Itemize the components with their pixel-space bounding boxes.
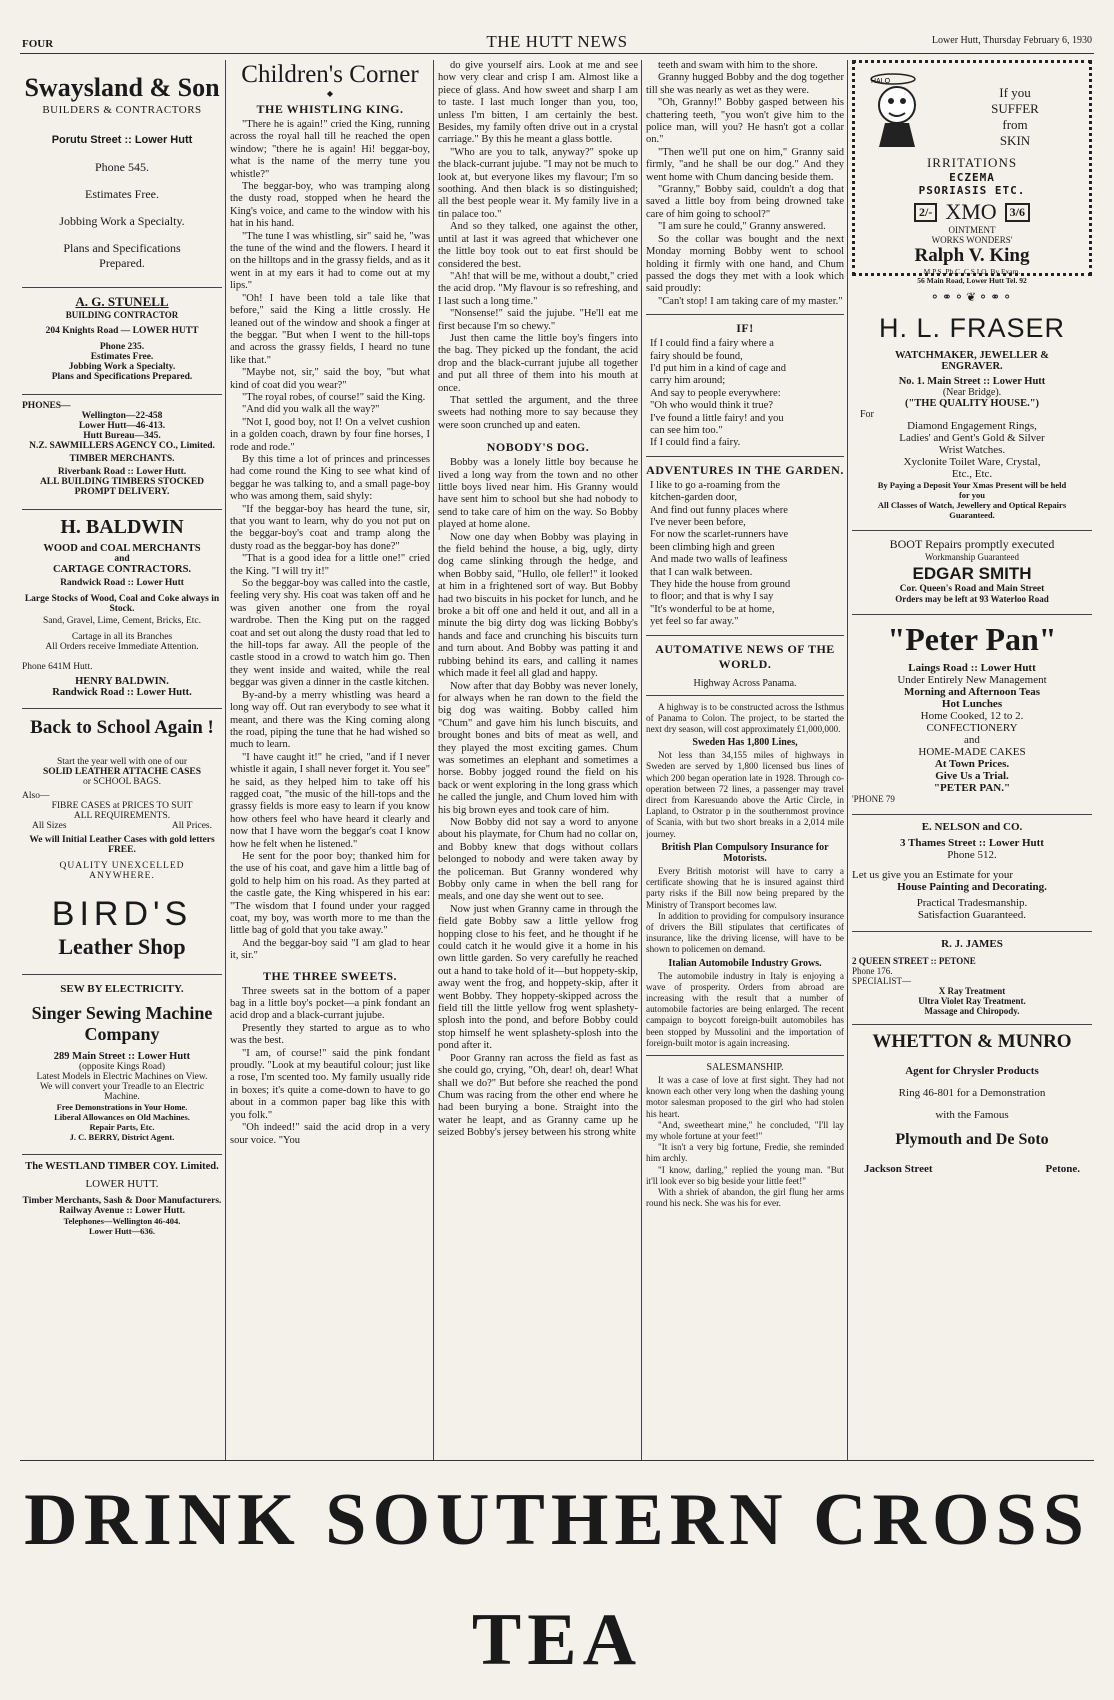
divider — [22, 708, 222, 709]
news-subhead: Italian Automobile Industry Grows. — [668, 957, 822, 969]
story-paragraph: Now one day when Bobby was playing in the field behind the house, a big, ugly, dirty dog came slinking through the hedge, and when Bobby said, "Hullo, ole feller!" it looked at him in a frightened sort of way. But Bobby had two biscuits in his pocket for lunch, and he broke a bit off one and held it out, and all in a minute the big dirty dog was licking Bobby's hands and face and crunching his biscuits turn and turn about. And Bobby was patting it and rubbing behind its ears, and calling it names which made it feel all glad and happy. — [438, 531, 638, 680]
story-paragraph: "And did you walk all the way?" — [242, 404, 380, 416]
ad-line: Cartage in all its Branches — [71, 632, 173, 642]
story-body — [646, 60, 844, 308]
jewellery-ornament-icon: ⚬⚭⚬❦⚬⚭⚬ — [929, 290, 1015, 304]
story-body — [438, 60, 638, 432]
ad-title: WHETTON & MUNRO — [872, 1031, 1072, 1052]
story-paragraph: So the collar was bought and the next Monday morning Bobby went to school holding it firmly with one hand, and Chum passed the dogs they met with a look which said proudly: — [646, 233, 844, 295]
ad-line: BOOT Repairs promptly executed — [889, 537, 1055, 551]
news-subhead: British Plan Compulsory Insurance for Motorists. — [661, 841, 829, 864]
column-4-stories-news — [646, 60, 844, 1458]
ad-text: Jackson Street — [864, 1163, 933, 1175]
ad-title: Swaysland & Son — [24, 73, 220, 102]
story-paragraph: "Oh indeed!" said the acid drop in a very sour voice. "You — [230, 1122, 430, 1146]
ad-birds-leather — [22, 717, 222, 960]
poem-line: to floor; and that is why I say — [650, 591, 774, 603]
ad-line: Hutt Bureau—345. — [83, 431, 161, 441]
divider — [22, 394, 222, 395]
ad-line: ECZEMA — [949, 171, 995, 184]
story-paragraph: "Can't stop! I am taking care of my master." — [658, 295, 843, 307]
ad-line: "PETER PAN." — [933, 782, 1011, 794]
story-paragraph: "Then we'll put one on him," Granny said firmly, "and he shall be our dog." And they went home with Chum dancing beside them. — [646, 146, 844, 183]
ad-line: WOOD and COAL MERCHANTS — [43, 543, 201, 554]
ad-line: 2 QUEEN STREET :: PETONE — [852, 956, 976, 966]
ad-line: If you — [999, 85, 1031, 100]
price-tag: 2/- — [914, 203, 937, 222]
poem-line: And find out funny places where — [650, 504, 788, 516]
ad-line: and — [964, 734, 980, 746]
ad-title: E. NELSON and CO. — [921, 821, 1023, 833]
ad-title: H. BALDWIN — [60, 516, 184, 538]
ad-line: 'PHONE 79 — [852, 794, 895, 804]
poem-body — [646, 480, 844, 629]
dateline: Lower Hutt, Thursday February 6, 1930 — [931, 35, 1092, 46]
story-paragraph: By this time a lot of princes and princesses had come round the King to see what kind of beggar he was talking to, and a small page-boy who was among them, said shyly: — [230, 453, 430, 503]
ad-line: House Painting and Decorating. — [897, 881, 1047, 893]
ad-line: QUALITY UNEXCELLED ANYWHERE. — [59, 861, 185, 881]
story-title: THE THREE SWEETS. — [263, 968, 397, 983]
brand-title: BIRD'S — [51, 895, 193, 933]
poem-line: I like to go a-roaming from the — [650, 479, 781, 491]
story-paragraph: "And, sweetheart mine," he concluded, "I'll lay my whole fortune at your feet!" — [646, 1119, 844, 1141]
poem-line: carry him around; — [650, 375, 726, 387]
poem-line: They hide the house from ground — [650, 579, 791, 591]
ad-line — [855, 199, 1089, 225]
ad-block — [855, 155, 1089, 285]
poem-body — [646, 338, 844, 450]
ad-title: EDGAR SMITH — [912, 564, 1032, 583]
story-paragraph: "If the beggar-boy has heard the tune, sir, that you want to learn, why do you not put on the beggar-boy's coat and tramp along the dusty road as the beggar-boy has done?" — [230, 503, 430, 552]
cartoon-boy-icon — [863, 69, 937, 149]
story-paragraph: "I am sure he could," Granny answered. — [658, 221, 826, 233]
ad-line: Ladies' and Gent's Gold & Silver — [899, 432, 1045, 444]
story-paragraph: He sent for the poor boy; thanked him for the use of his coat, and gave him a little bag of gold to help him on his road. As they parted at the castle gate, the King whispered in his ear: "The wisdom that I found under your ragged coat, my boy, was worth more to me than the little bag of gold that you take away." — [230, 850, 430, 937]
divider — [646, 695, 844, 696]
ad-line: Randwick Road :: Lower Hutt. — [52, 687, 192, 698]
ad-xmo — [852, 60, 1092, 285]
ad-line: Workmanship Guaranteed — [925, 552, 1019, 562]
ad-text: All Prices. — [171, 821, 212, 831]
ad-line: Porutu Street :: Lower Hutt — [51, 134, 193, 146]
news-paragraph: The automobile industry in Italy is enjoying a wave of prosperity. Orders from abroad are increasing with the result that a number of automobile factories are being enlarged. The recent campaign to boycott foreign-built automobiles has been stopped by Mussolini and the importation of foreign-built motor is again increasing. — [646, 970, 844, 1048]
ad-line: Home Cooked, 12 to 2. — [920, 710, 1024, 722]
ad-line: SEW BY ELECTRICITY. — [60, 983, 184, 995]
poem-line: fairy should be found, — [650, 350, 743, 362]
story-title: NOBODY'S DOG. — [486, 440, 590, 455]
ad-line: Xyclonite Toilet Ware, Crystal, — [903, 456, 1041, 468]
ad-line: Ring 46-801 for a Demonstration — [898, 1087, 1046, 1099]
news-paragraph: A highway is to be constructed across the Isthmus of Panama to Colon. The project, to be started the next dry season, will cost approximately £1,000,000. — [646, 701, 844, 735]
ad-line: Plans and Specifications Prepared. — [63, 241, 181, 270]
ad-line: ENGRAVER. — [941, 361, 1003, 372]
ad-line: Lower Hutt—46-413. — [78, 421, 166, 431]
ad-line: Practical Tradesmanship. — [916, 897, 1028, 909]
ad-line: LOWER HUTT. — [85, 1178, 159, 1190]
story-paragraph: Just then came the little boy's fingers into the bag. They picked up the fondant, the acid drop and the black-currant jujube all together and put all three of them into his mouth at once. — [438, 332, 638, 394]
column-3-stories — [438, 60, 638, 1458]
divider — [852, 1024, 1092, 1025]
story-paragraph: Now after that day Bobby was never lonely, for always when he ran down to the field the big dog was waiting. Bobby called him "Chum" and gave him his lunch biscuits, and brought bones and bits of meat as well, and they played the most exciting games. Chum was sometimes an elephant and sometimes a horse. Bobby jogged round the field on his back or went exploring in the long grass which he called the jungle, and Chum loved him with his big brown eyes and took care of him. — [438, 680, 638, 816]
ad-line: Give Us a Trial. — [935, 770, 1009, 782]
ad-line: 3 Thames Street :: Lower Hutt — [900, 837, 1044, 849]
ad-line: 204 Knights Road — LOWER HUTT — [45, 326, 199, 336]
story-paragraph: "Who are you to talk, anyway?" spoke up the black-currant jujube. "I may not be much to look at, but everyone likes my flavour; I'm so soothing. And then black is so distinguished; all the best people wear it. My family live in a tin palace too." — [438, 146, 638, 220]
page-header — [22, 30, 1092, 50]
ad-line: N.Z. SAWMILLERS AGENCY CO., Limited. — [29, 441, 215, 451]
poem-line: yet feel so far away." — [650, 616, 739, 628]
price-tag: 3/6 — [1005, 203, 1030, 222]
story-paragraph: Poor Granny ran across the field as fast as she could go, crying, "Oh, dear! oh, dear! What shall we do?" But before she reached the pond Chum was racing from the other end where he had been burying a bone. Straight into the water he leapt, and as Granny came up he seized Bobby's jersey between his strong white — [438, 1052, 638, 1139]
divider — [646, 1055, 844, 1056]
ad-line: PHONES— — [22, 401, 71, 411]
ad-line: ("THE QUALITY HOUSE.") — [904, 398, 1040, 409]
story-title: SALESMANSHIP. — [706, 1061, 784, 1073]
poem-line: For now the scarlet-runners have — [650, 529, 789, 541]
story-title: THE WHISTLING KING. — [256, 102, 404, 116]
ad-title: Singer Sewing Machine — [31, 1003, 213, 1023]
poem-title: ADVENTURES IN THE GARDEN. — [646, 462, 844, 477]
news-paragraph: In addition to providing for compulsory insurance of drivers the Bill stipulates that certificates of insurance, like the driving license, will have to be shown to policemen on demand. — [646, 910, 844, 955]
poem-line: And say to people everywhere: — [650, 387, 781, 399]
column-divider — [225, 60, 226, 1460]
masthead: THE HUTT NEWS — [486, 32, 628, 51]
ad-line: or SCHOOL BAGS. — [82, 777, 162, 787]
story-paragraph: do give yourself airs. Look at me and see how very clear and crisp I am. Almost like a piece of glass. And how sweet and sharp I am to taste. I last much longer than you, too, unless I'm bitten, I am certainly the best. Besides, my family often drive out in a crystal carriage." By this he meant a glass bottle. — [438, 60, 638, 146]
news-subhead: Sweden Has 1,800 Lines, — [692, 737, 798, 749]
poem-line: kitchen-garden door, — [650, 492, 738, 504]
ad-line: Orders may be left at 93 Waterloo Road — [895, 594, 1049, 604]
ad-line: Morning and Afternoon Teas — [904, 686, 1040, 698]
ad-line: BUILDERS & CONTRACTORS — [42, 104, 202, 116]
poem-line: I've never been before, — [650, 517, 746, 528]
ad-line: Let us give you an Estimate for your — [852, 869, 1013, 881]
ad-line: We will convert your Treadle to an Electric Machine. — [39, 1082, 205, 1102]
story-paragraph: And so they talked, one against the other, until at last it was agreed that whichever one the little boy took out to eat first should be considered the best. — [438, 221, 638, 270]
page-number: FOUR — [22, 38, 54, 50]
ad-line: PSORIASIS ETC. — [918, 184, 1026, 197]
column-1-ads — [22, 60, 222, 1458]
poem-line: can see him too." — [650, 424, 723, 436]
ad-line: HENRY BALDWIN. — [75, 676, 169, 687]
story-paragraph: By-and-by a merry whistling was heard a long way off. Out ran everybody to see what it meant, and there was the King coming along the road, piping the tune that he had wished so much to learn. — [230, 689, 430, 751]
header-rule — [20, 53, 1094, 54]
poem-line: that I can walk between. — [650, 566, 753, 578]
news-title: AUTOMATIVE NEWS OF THE WORLD. — [655, 641, 835, 671]
divider — [852, 530, 1092, 531]
ad-line: TIMBER MERCHANTS. — [69, 454, 175, 464]
story-paragraph: "The tune I was whistling, sir" said he, "was the tune of the wind and the flowers. I heard it on the hilltops and in the grassy fields, and as it went in at my ears it had to come out at my lips." — [230, 230, 430, 292]
ad-line: Phone 235. — [99, 342, 145, 352]
divider — [852, 814, 1092, 815]
column-divider — [641, 60, 642, 1460]
ad-title: Back to School Again ! — [30, 717, 214, 738]
divider — [646, 635, 844, 636]
ad-line: Hot Lunches — [941, 698, 1003, 710]
divider — [22, 287, 222, 288]
ad-line: Plans and Specifications Prepared. — [51, 372, 193, 382]
ad-line: Large Stocks of Wood, Coal and Coke always in Stock. — [24, 594, 220, 614]
ad-line: Latest Models in Electric Machines on View. — [36, 1072, 208, 1082]
ad-title: Plymouth and De Soto — [895, 1131, 1049, 1148]
ad-line: All Orders receive Immediate Attention. — [45, 642, 199, 652]
ad-text: All Sizes — [32, 821, 67, 831]
poem-title: IF! — [736, 321, 754, 336]
ad-line: 56 Main Road, Lower Hutt Tel. 92 — [917, 276, 1027, 285]
ad-line: Ultra Violet Ray Treatment. — [918, 996, 1026, 1006]
ad-line: SUFFER — [991, 101, 1039, 116]
story-paragraph: "I have caught it!" he cried, "and if I never whistle it again, I shall never forget it. You see" he said, as they helped him to take off his ragged coat, "the music of the hill-tops and the grassy fields is more easy to learn if you know how others feel who have heard it clearly and now that I have worn the beggar's coat I know how he felt when he listened." — [230, 751, 430, 850]
ad-line: Start the year well with one of our — [56, 757, 188, 767]
ad-title: Company — [84, 1024, 160, 1044]
ad-line: Railway Avenue :: Lower Hutt. — [58, 1206, 186, 1216]
poem-line: If I could find a fairy. — [650, 437, 741, 449]
story-paragraph: Presently they started to argue as to who was the best. — [230, 1022, 430, 1047]
story-paragraph: "I know, darling," replied the young man. "But it'll look ever so big beside your little feet!" — [646, 1164, 844, 1186]
divider — [852, 614, 1092, 615]
ad-line: SKIN — [999, 133, 1031, 148]
ad-westland — [22, 1161, 222, 1236]
ad-line: (opposite Kings Road) — [78, 1062, 166, 1072]
divider — [22, 974, 222, 975]
poem-line: If I could find a fairy where a — [650, 338, 774, 350]
ad-edgar-smith — [852, 537, 1092, 604]
column-divider — [847, 60, 848, 1460]
story-paragraph: "It isn't a very big fortune, Fredie, she reminded him archly. — [646, 1142, 844, 1164]
ad-line: and — [114, 554, 130, 564]
story-paragraph: "That is a good idea for a little one!" cried the King. "I will try it!" — [230, 553, 430, 577]
ad-line: CARTAGE CONTRACTORS. — [52, 564, 192, 575]
ad-line: IRRITATIONS — [926, 155, 1018, 170]
ad-line: Cor. Queen's Road and Main Street — [899, 584, 1045, 594]
section-title: Children's Corner — [241, 61, 419, 88]
story-paragraph: The beggar-boy, who was tramping along the dusty road, stopped when he heard the King's voice, and came to the window with his hat in his hand. — [230, 181, 430, 230]
story-paragraph: Granny hugged Bobby and the dog together till she was nearly as wet as they were. — [646, 72, 844, 96]
ad-line — [22, 821, 222, 831]
story-paragraph: "Granny," Bobby said, couldn't a dog that saved a little boy from being drowned take care of him going to school?" — [646, 184, 844, 220]
story-paragraph: With a shriek of abandon, the girl flung her arms round his neck. She was his for ever. — [646, 1186, 844, 1209]
ad-text: Petone. — [1045, 1163, 1080, 1175]
product-name: XMO — [945, 199, 997, 224]
poem-line: "Oh who would think it true? — [650, 400, 773, 412]
ad-line: Estimates Free. — [90, 352, 154, 362]
story-paragraph: "The royal robes, of course!" said the King. — [242, 391, 426, 403]
ad-line: For — [860, 409, 874, 420]
story-paragraph: "Nonsense!" said the jujube. "He'll eat me first because I'm so chewy." — [438, 308, 638, 332]
story-paragraph: "Not I, good boy, not I! On a velvet cushion in a golden coach, drawn by four fine horses, I rode and rode." — [230, 416, 430, 453]
divider — [22, 509, 222, 510]
story-paragraph: Now just when Granny came in through the field gate Bobby saw a little yellow frog hopping close to his feet, and he thought if he could catch it he would give it a home in his own little garden. So very carefully he reached out a hand to take hold of it—but hoppety-skip, away went the frog, and hoppety-skip, after it went Bobby. They hoppety-skipped across the field till the little yellow frog went splashety-splosh into the pond, and before Bobby could stop himself he went splashety-splosh into the pond after it. — [438, 903, 638, 1052]
ad-line: ALL BUILDING TIMBERS STOCKED — [39, 477, 205, 487]
ad-line: Repair Parts, Etc. — [89, 1122, 155, 1132]
ad-title: R. J. JAMES — [941, 938, 1003, 950]
column-divider — [433, 60, 434, 1460]
ad-line: Phone 176. — [852, 966, 893, 976]
ad-line: FIBRE CASES at PRICES TO SUIT — [51, 801, 193, 811]
ad-line: By Paying a Deposit Your Xmas Present will be held for you — [877, 480, 1067, 500]
ad-title: H. L. FRASER — [878, 313, 1066, 343]
ad-line: J. C. BERRY, District Agent. — [69, 1132, 175, 1142]
poem-line: "It's wonderful to be at home, — [650, 603, 775, 615]
ad-line: No. 1. Main Street :: Lower Hutt — [898, 376, 1046, 387]
ad-peter-pan — [852, 621, 1092, 804]
poem-line: I'd put him in a kind of cage and — [650, 362, 787, 374]
ad-line: Massage and Chiropody. — [924, 1006, 1020, 1016]
ad-stunell — [22, 294, 222, 382]
ad-line: Liberal Allowances on Old Machines. — [54, 1112, 190, 1122]
story-paragraph: "Ah! that will be me, without a doubt," cried the acid drop. "My flavour is so refreshing, and I last such a long time." — [438, 270, 638, 307]
ad-line: Free Demonstrations in Your Home. — [56, 1102, 188, 1112]
divider — [22, 1154, 222, 1155]
ad-line: Diamond Engagement Rings, — [907, 420, 1037, 432]
story-paragraph: Now Bobby did not say a word to anyone about his playmate, for Chum had no collar on, and Bobby knew that dogs without collars belonged to nobody and were taken away by the policeman. But Granny wondered why Bobby only came in when the bell rang for meals, and one day she went out to see. — [438, 816, 638, 903]
column-5-ads — [852, 60, 1092, 1458]
story-paragraph: So the beggar-boy was called into the castle, feeling very shy. His coat was taken off and he was given another one from the royal wardrobe. Then the King put on the ragged coat and set out along the dusty road that led to the hill-tops far away. All the people of the castle stood in a crowd to watch him go. Then they went inside and waited, while the real beggar was given a dinner in the castle kitchen. — [230, 578, 430, 689]
ad-block — [955, 85, 1075, 149]
story-paragraph: Three sweets sat in the bottom of a paper bag in a little boy's pocket—a pink fondant an acid drop and a black-currant jujube. — [230, 985, 430, 1022]
story-paragraph: "Oh, Granny!" Bobby gasped between his chattering teeth, "you won't give him to the police man, will you? He hasn't got a collar on." — [646, 97, 844, 146]
news-paragraph: Not less than 34,155 miles of highways in Sweden are served by 1,800 licensed bus lines of which 200 began operation late in 1928. Through co-operation between 72 lines, a passenger may travel direct from Karesuando above the Artic Circle, in Lapland, to Ostrator p in the southernmost province of Scania, with but two short breaks in a 2,014 mile journey. — [646, 750, 844, 839]
ad-line: SOLID LEATHER ATTACHE CASES — [42, 767, 202, 777]
ad-line: Phone 512. — [947, 849, 997, 861]
ornament: ◆ — [326, 89, 334, 98]
story-paragraph: "I am, of course!" said the pink fondant proudly. "Look at my beautiful colour; just like a rose, I'm scented too. My family usually ride in boxes; it's quite a come-down to have to go about in a common paper bag like this with you folk." — [230, 1047, 430, 1121]
ad-line: OINTMENT — [948, 225, 996, 235]
ad-line: Under Entirely New Management — [897, 674, 1047, 686]
story-paragraph: It was a case of love at first sight. They had not known each other very long when the dashing young motor salesman proposed to the girl who had stolen his heart. — [646, 1074, 844, 1119]
story-paragraph: That settled the argument, and the three sweets had nothing more to say because they were soon crunched up and eaten. — [438, 394, 638, 431]
ad-line: ALL REQUIREMENTS. — [73, 811, 171, 821]
ad-line: BUILDING CONTRACTOR — [65, 310, 179, 320]
ad-line: SPECIALIST— — [852, 976, 912, 986]
ad-line: 289 Main Street :: Lower Hutt — [53, 1051, 191, 1062]
story-paragraph: Bobby was a lonely little boy because he lived a long way from the town and no other little boys lived near him. His Granny would have sent him to school but she had nobody to send to take care of him on the way. So Bobby played at home alone. — [438, 457, 638, 531]
ad-line: with the Famous — [935, 1109, 1009, 1121]
story-paragraph: And the beggar-boy said "I am glad to hear it, sir." — [230, 937, 430, 962]
ad-line: Estimates Free. — [85, 187, 159, 201]
news-paragraph: Every British motorist will have to carry a certificate showing that he is insured against third party risks if the Bill now being prepared by the Ministry of Transport becomes law. — [646, 865, 844, 910]
ad-baldwin — [22, 516, 222, 698]
brand-subtitle: Leather Shop — [58, 934, 186, 959]
ad-fraser — [852, 313, 1092, 520]
ad-line: We will Initial Leather Cases with gold letters FREE. — [29, 835, 215, 855]
column-2-childrens-corner — [230, 60, 430, 1458]
ad-line: Etc., Etc. — [951, 468, 993, 480]
ad-line: Agent for Chrysler Products — [905, 1065, 1039, 1077]
ad-line: Telephones—Wellington 46-404. — [63, 1216, 181, 1226]
story-body — [438, 457, 638, 1139]
poem-line: And made two walls of leafiness — [650, 554, 788, 566]
tea-banner: DRINK SOUTHERN CROSS TEA — [24, 1479, 1090, 1681]
ad-line: PROMPT DELIVERY. — [74, 487, 170, 497]
divider — [852, 931, 1092, 932]
ad-line: CONFECTIONERY — [926, 722, 1018, 734]
ad-line: M.P.S. Ph.C. C.S.I.O. By Exam. — [923, 267, 1021, 276]
ad-line: Lower Hutt—636. — [89, 1226, 155, 1236]
ad-line: Satisfaction Guaranteed. — [917, 909, 1027, 921]
ad-line — [852, 1163, 1092, 1175]
story-paragraph: "Maybe not, sir," said the boy, "but what kind of coat did you wear?" — [230, 367, 430, 391]
news-subhead: Highway Across Panama. — [693, 677, 797, 689]
ad-line: WATCHMAKER, JEWELLER & — [894, 350, 1050, 361]
ad-line: (Near Bridge). — [942, 387, 1002, 398]
ad-title: Ralph V. King — [914, 245, 1030, 266]
ad-nelson — [852, 821, 1092, 921]
story-paragraph: "Oh! I have been told a tale like that before," said the King a little crossly. He leaned out of the window and shook a finger at the beggar. "But when I went to the hill-tops and across the grassy fields, I heard no tune like that." — [230, 292, 430, 366]
divider — [646, 456, 844, 457]
ad-line: Jobbing Work a Specialty. — [68, 362, 176, 372]
ad-line: Phone 641M Hutt. — [22, 662, 93, 672]
story-paragraph: teeth and swam with him to the shore. — [658, 60, 818, 71]
ad-swaysland — [22, 72, 222, 271]
ad-title: A. G. STUNELL — [75, 294, 169, 309]
poem-line: I've found a little fairy! and you — [650, 412, 784, 424]
ad-line: Phone 545. — [95, 160, 149, 174]
halo-label: HALO — [871, 78, 891, 85]
ad-sawmillers — [22, 401, 222, 497]
story-body — [230, 986, 430, 1147]
divider — [646, 314, 844, 315]
ad-line: Laings Road :: Lower Hutt — [908, 662, 1036, 674]
ad-line: Wellington—22-458 — [81, 411, 163, 421]
poem-line: been climbing high and green — [650, 541, 775, 553]
ad-singer — [22, 983, 222, 1142]
ad-line: from — [1002, 117, 1028, 132]
ad-line: WORKS WONDERS' — [931, 235, 1013, 245]
ad-line: Timber Merchants, Sash & Door Manufacturers. — [22, 1196, 222, 1206]
story-paragraph: "There he is again!" cried the King, running across the royal hall till he reached the open window; "there he is again! Hi! beggar-boy, what is the name of the merry tune you whistle?" — [230, 119, 430, 180]
ad-line: At Town Prices. — [934, 758, 1010, 770]
ad-line: Sand, Gravel, Lime, Cement, Bricks, Etc. — [42, 616, 202, 626]
ad-line: Wrist Watches. — [938, 444, 1006, 456]
ad-james — [852, 938, 1092, 1016]
ad-line: Riverbank Road :: Lower Hutt. — [57, 467, 187, 477]
ad-line: All Classes of Watch, Jewellery and Optical Repairs Guaranteed. — [877, 500, 1067, 520]
ad-line: HOME-MADE CAKES — [918, 746, 1026, 758]
ad-line: Also— — [22, 791, 50, 801]
ad-title: "Peter Pan" — [887, 621, 1057, 657]
ad-line: X Ray Treatment — [938, 986, 1006, 996]
ad-line: Jobbing Work a Specialty. — [59, 214, 185, 228]
ad-title: The WESTLAND TIMBER COY. Limited. — [25, 1161, 219, 1172]
ad-line: Randwick Road :: Lower Hutt — [60, 578, 184, 588]
story-body — [646, 1075, 844, 1209]
ad-whetton-munro — [852, 1031, 1092, 1175]
story-body — [230, 119, 430, 963]
